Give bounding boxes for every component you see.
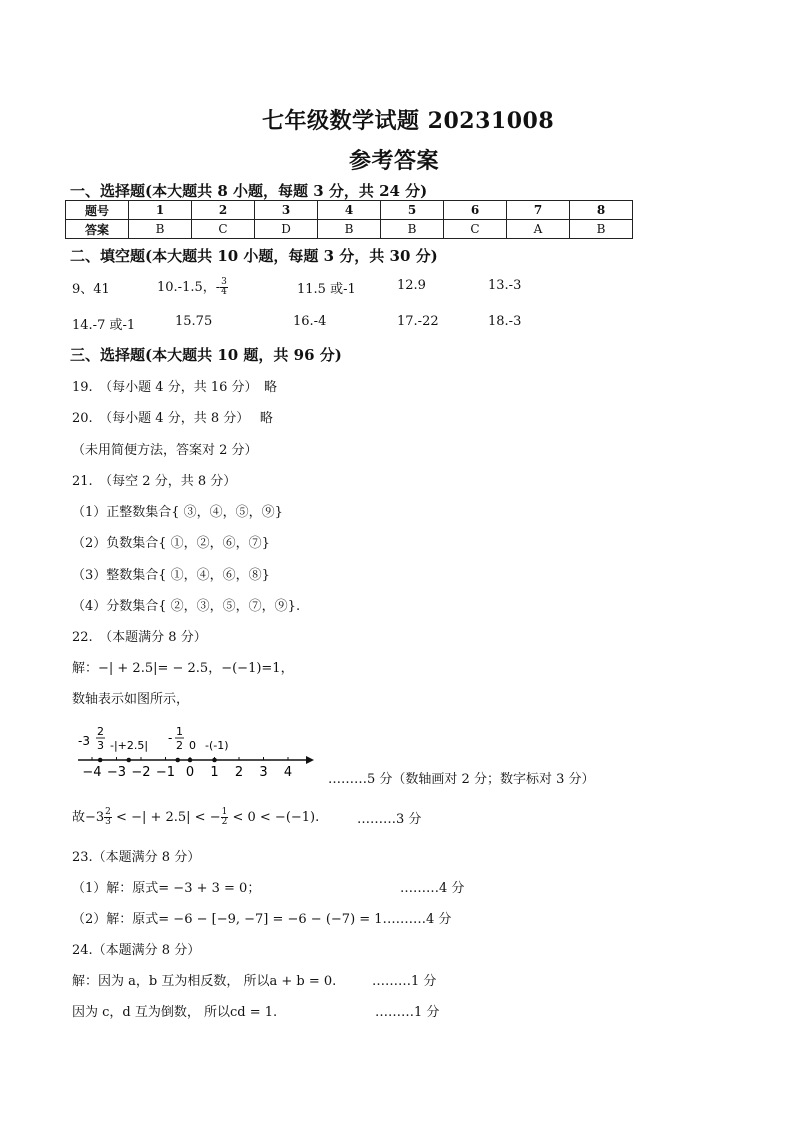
question-23-part1: （1）解：原式= −3 + 3 = 0； (72, 881, 261, 896)
question-22-conclusion-score: ………3 分 (357, 812, 422, 827)
fraction (220, 278, 228, 297)
table-cell: 6 (444, 201, 507, 220)
section2-heading: 二、填空题(本大题共 10 小题，每题 3 分，共 30 分) (70, 247, 438, 265)
question-23: 23.（本题满分 8 分） (72, 850, 201, 865)
fraction-numerator: 3 (221, 277, 227, 287)
conclusion-part-c: < 0 < −(−1). (228, 810, 320, 825)
question-24-line1-score: ………1 分 (372, 974, 437, 989)
label-neg3-denominator: 3 (97, 739, 104, 752)
fraction (104, 808, 112, 827)
question-19: 19. （每小题 4 分，共 16 分） 略 (72, 380, 278, 395)
answer-10-text: 10.-1.5，- (157, 280, 221, 295)
table-cell: 1 (129, 201, 192, 220)
answer-9: 9、41 (72, 282, 110, 297)
page-title: 七年级数学试题 20231008 (262, 108, 555, 134)
table-cell: B (570, 220, 633, 239)
question-21-item: （2）负数集合{ ①，②，⑥，⑦} (72, 536, 270, 551)
number-line-tick-label: 0 (185, 765, 195, 780)
section1-heading: 一、选择题(本大题共 8 小题，每题 3 分，共 24 分) (70, 182, 428, 200)
question-22-score: ………5 分（数轴画对 2 分；数字标对 3 分） (328, 772, 595, 787)
axis-arrow-icon (306, 756, 314, 764)
label-half-denominator: 2 (176, 739, 183, 752)
fraction-numerator: 2 (105, 807, 111, 817)
fraction-denominator: 2 (221, 817, 228, 827)
number-line-tick-label: −4 (82, 765, 102, 780)
number-line-point (212, 758, 217, 763)
number-line-point (188, 758, 193, 763)
answer-14: 14.-7 或-1 (72, 318, 136, 333)
answer-12: 12.9 (397, 278, 426, 293)
question-22-figure-text: 数轴表示如图所示， (72, 692, 190, 707)
fraction-numerator: 1 (221, 807, 228, 817)
table-row-answers (66, 220, 633, 239)
question-22-conclusion (72, 806, 319, 827)
number-line-tick-labels (82, 765, 292, 780)
table-cell: 2 (192, 201, 255, 220)
number-line-tick-label: −3 (106, 765, 127, 780)
label-half-numerator: 1 (176, 725, 183, 738)
question-20-note: （未用简便方法，答案对 2 分） (72, 443, 258, 458)
table-cell: 4 (318, 201, 381, 220)
number-line-tick-label: 4 (283, 765, 293, 780)
table-cell: A (507, 220, 570, 239)
answer-15: 15.75 (175, 314, 213, 329)
number-line-tick-label: 1 (210, 765, 219, 780)
answer-table (65, 200, 633, 239)
table-cell: 7 (507, 201, 570, 220)
number-line-tick-label: −2 (131, 765, 151, 780)
table-cell: B (318, 220, 381, 239)
answer-17: 17.-22 (397, 314, 439, 329)
label-neg3-numerator: 2 (97, 725, 104, 738)
question-23-part2-score: ………4 分 (387, 912, 452, 927)
number-line-tick-label: 3 (259, 765, 268, 780)
question-24: 24.（本题满分 8 分） (72, 943, 201, 958)
table-cell: 8 (570, 201, 633, 220)
number-line-tick-label: −1 (155, 765, 176, 780)
label-neg-neg1: -(-1) (205, 739, 229, 752)
answer-13: 13.-3 (488, 278, 522, 293)
question-23-part2: （2）解：原式= −6 − [−9, −7] = −6 − (−7) = 1. (72, 912, 387, 927)
table-cell: 3 (255, 201, 318, 220)
number-line-tick-label: 2 (234, 765, 244, 780)
question-21: 21. （每空 2 分，共 8 分） (72, 474, 237, 489)
number-line-point (175, 758, 180, 763)
table-cell: 5 (381, 201, 444, 220)
question-21-item: （3）整数集合{ ①，④，⑥，⑧} (72, 568, 270, 583)
fraction-denominator: 3 (105, 817, 111, 827)
question-21-item: （1）正整数集合{ ③，④，⑤，⑨} (72, 505, 283, 520)
answer-11: 11.5 或-1 (297, 282, 356, 297)
question-23-part1-score: ………4 分 (400, 881, 465, 896)
answer-16: 16.-4 (293, 314, 327, 329)
table-cell: C (444, 220, 507, 239)
answer-10 (157, 276, 228, 297)
answer-18: 18.-3 (488, 314, 522, 329)
table-cell: C (192, 220, 255, 239)
number-line-point (98, 758, 103, 763)
conclusion-part-b: < −| + 2.5| < − (111, 810, 221, 825)
row-header: 答案 (66, 220, 129, 239)
label-neg3-whole: -3 (78, 734, 90, 748)
page-subtitle: 参考答案 (349, 148, 440, 174)
conclusion-part-a: 故−3 (72, 810, 105, 825)
question-24-line2: 因为 c，d 互为倒数， 所以cd = 1. (72, 1005, 278, 1020)
label-half-sign: - (168, 731, 173, 745)
question-24-line1: 解：因为 a，b 互为相反数， 所以a + b = 0. (72, 974, 337, 989)
table-cell: B (381, 220, 444, 239)
number-line-point (126, 758, 131, 763)
row-header: 题号 (66, 201, 129, 220)
question-22-solution: 解：−| + 2.5|= − 2.5，−(−1)=1， (72, 661, 294, 676)
question-20: 20. （每小题 4 分，共 8 分） 略 (72, 411, 273, 426)
number-line-figure (70, 718, 320, 784)
fraction-denominator: 4 (221, 287, 227, 297)
table-cell: D (255, 220, 318, 239)
section3-heading: 三、选择题(本大题共 10 题，共 96 分) (70, 346, 342, 364)
question-24-line2-score: ………1 分 (375, 1005, 440, 1020)
label-zero: 0 (189, 739, 196, 752)
question-21-item: （4）分数集合{ ②，③，⑤，⑦，⑨}. (72, 599, 301, 614)
question-22: 22. （本题满分 8 分） (72, 630, 207, 645)
label-abs-value: -|+2.5| (110, 739, 149, 752)
table-row-numbers (66, 201, 633, 220)
table-cell: B (129, 220, 192, 239)
